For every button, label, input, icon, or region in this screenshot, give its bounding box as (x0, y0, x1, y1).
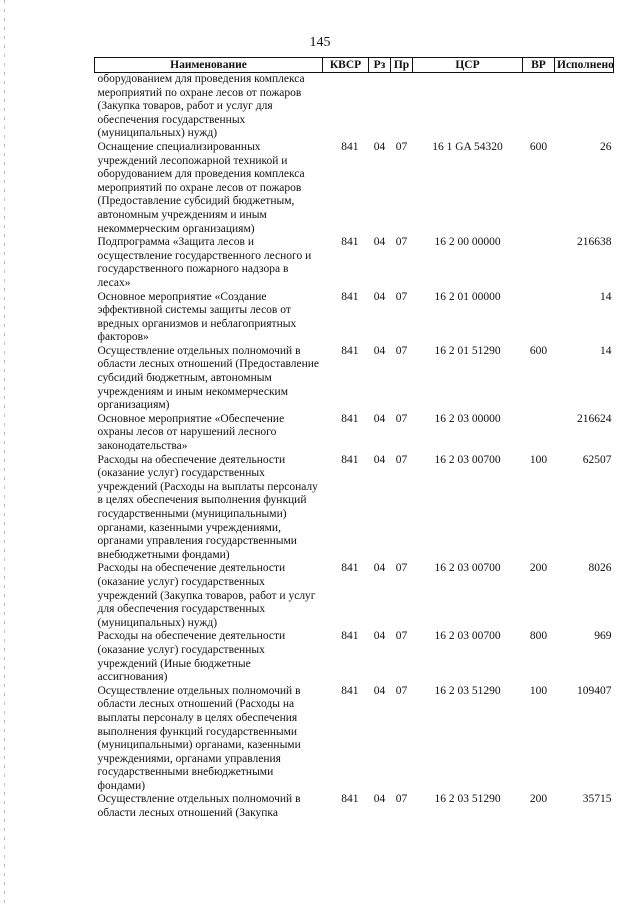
cell-pr: 07 (395, 344, 408, 357)
header-pr: Пр (391, 58, 413, 73)
cell-csr: 16 2 03 51290 (434, 684, 501, 697)
cell-name: Основное мероприятие «Обеспечение охраны лесов от нарушений лесного законодательства» (97, 412, 285, 453)
cell-name: Расходы на обеспечение деятельности (оказание услуг) государственных учреждений (Расходы на выплаты персоналу в целях обеспечения выполнения функций государственными (муниципальными) органами, казенными учреждениями, органами управления государственными внебюджетными фондами) (97, 453, 318, 561)
cell-csr (413, 73, 523, 141)
budget-table (94, 57, 614, 821)
cell-rz: 04 (373, 684, 386, 697)
cell-kvsr: 841 (341, 630, 359, 643)
cell-name: Осуществление отдельных полномочий в области лесных отношений (Предоставление субсидий бюджетным, автономным учреждениям и иным некоммерческим организациям) (97, 344, 320, 412)
cell-vr (523, 413, 555, 454)
page-number: 145 (309, 35, 331, 50)
cell-rz: 04 (373, 290, 386, 303)
table-body (95, 73, 614, 821)
cell-pr: 07 (395, 684, 408, 697)
table-row (95, 345, 614, 413)
cell-pr: 07 (395, 562, 408, 575)
cell-vr: 800 (529, 630, 548, 643)
cell-kvsr: 841 (341, 453, 359, 466)
header-rz: Рз (369, 58, 391, 73)
header-name: Наименование (95, 58, 323, 73)
cell-done: 35715 (582, 793, 612, 806)
cell-done: 216624 (577, 412, 612, 425)
cell-rz: 04 (373, 140, 386, 153)
cell-vr (523, 236, 555, 290)
cell-kvsr: 841 (341, 344, 359, 357)
cell-pr: 07 (395, 793, 408, 806)
cell-name: Осуществление отдельных полномочий в области лесных отношений (Закупка (97, 793, 301, 820)
cell-done: 14 (600, 290, 612, 303)
cell-done: 969 (594, 630, 612, 643)
cell-done: 8026 (588, 562, 612, 575)
cell-kvsr: 841 (341, 236, 359, 249)
cell-kvsr: 841 (341, 412, 359, 425)
table-row (95, 291, 614, 345)
scan-margin-line (4, 0, 5, 905)
cell-pr (391, 73, 413, 141)
cell-csr: 16 2 03 51290 (434, 793, 501, 806)
cell-rz: 04 (373, 793, 386, 806)
table-row (95, 141, 614, 236)
header-done: Исполнено (555, 58, 614, 73)
cell-csr: 16 2 01 00000 (434, 290, 501, 303)
cell-vr: 100 (529, 453, 548, 466)
cell-done: 14 (600, 344, 612, 357)
table-row (95, 236, 614, 290)
table-row (95, 454, 614, 563)
cell-csr: 16 2 00 00000 (434, 236, 501, 249)
cell-pr: 07 (395, 630, 408, 643)
cell-kvsr: 841 (341, 290, 359, 303)
cell-rz: 04 (373, 236, 386, 249)
table-row (95, 793, 614, 820)
table-row (95, 413, 614, 454)
cell-pr: 07 (395, 140, 408, 153)
cell-pr: 07 (395, 236, 408, 249)
cell-done: 26 (600, 140, 612, 153)
cell-name: Расходы на обеспечение деятельности (оказание услуг) государственных учреждений (Закупка товаров, работ и услуг для обеспечения государственных (муниципальных) нужд) (97, 562, 316, 629)
cell-pr: 07 (395, 412, 408, 425)
cell-pr: 07 (395, 453, 408, 466)
cell-done: 216638 (577, 236, 612, 249)
cell-kvsr: 841 (341, 684, 359, 697)
cell-vr: 600 (529, 344, 548, 357)
cell-csr: 16 2 03 00000 (434, 412, 501, 425)
header-csr: ЦСР (413, 58, 523, 73)
cell-vr (523, 291, 555, 345)
cell-vr: 100 (529, 684, 548, 697)
table-header-row (95, 58, 614, 73)
table-row (95, 685, 614, 794)
cell-kvsr: 841 (341, 793, 359, 806)
header-vr: ВР (523, 58, 555, 73)
table-row (95, 562, 614, 630)
cell-name: Расходы на обеспечение деятельности (оказание услуг) государственных учреждений (Иные бюджетные ассигнования) (97, 630, 286, 684)
cell-csr: 16 2 03 00700 (434, 562, 501, 575)
cell-vr: 200 (529, 793, 548, 806)
cell-csr: 16 2 03 00700 (434, 630, 501, 643)
cell-done: 62507 (582, 453, 612, 466)
cell-csr: 16 2 01 51290 (434, 344, 501, 357)
cell-csr: 16 1 GA 54320 (432, 140, 503, 153)
cell-vr: 600 (529, 140, 548, 153)
cell-name: Основное мероприятие «Создание эффективной системы защиты лесов от вредных организмов и неблагоприятных факторов» (97, 290, 297, 344)
cell-name: Оснащение специализированных учреждений лесопожарной техникой и оборудованием для проведения комплекса мероприятий по охране лесов от пожаров (Предоставление субсидий бюджетным, автономным учреждениям и иным некоммерческим организациям) (97, 140, 305, 235)
cell-rz (369, 73, 391, 141)
cell-rz: 04 (373, 344, 386, 357)
cell-rz: 04 (373, 562, 386, 575)
cell-rz: 04 (373, 630, 386, 643)
header-kvsr: КВСР (323, 58, 369, 73)
cell-name: Подпрограмма «Защита лесов и осуществление государственного лесного и государственного пожарного надзора в лесах» (97, 236, 312, 289)
cell-name: Осуществление отдельных полномочий в области лесных отношений (Расходы на выплаты персоналу в целях обеспечения выполнения функций государственными (муниципальными) органами, казенными учреждениями, органами управления государственными внебюджетными фондами) (97, 684, 301, 792)
cell-name: оборудованием для проведения комплекса мероприятий по охране лесов от пожаров (Закупка товаров, работ и услуг для обеспечения государственных (муниципальных) нужд) (97, 73, 305, 140)
cell-rz: 04 (373, 453, 386, 466)
cell-pr: 07 (395, 290, 408, 303)
cell-done (555, 73, 614, 141)
cell-kvsr: 841 (341, 140, 359, 153)
cell-vr (523, 73, 555, 141)
cell-kvsr (323, 73, 369, 141)
cell-rz: 04 (373, 412, 386, 425)
cell-vr: 200 (529, 562, 548, 575)
table-row (95, 630, 614, 684)
cell-csr: 16 2 03 00700 (434, 453, 501, 466)
cell-kvsr: 841 (341, 562, 359, 575)
table-row (95, 73, 614, 141)
cell-done: 109407 (577, 684, 612, 697)
